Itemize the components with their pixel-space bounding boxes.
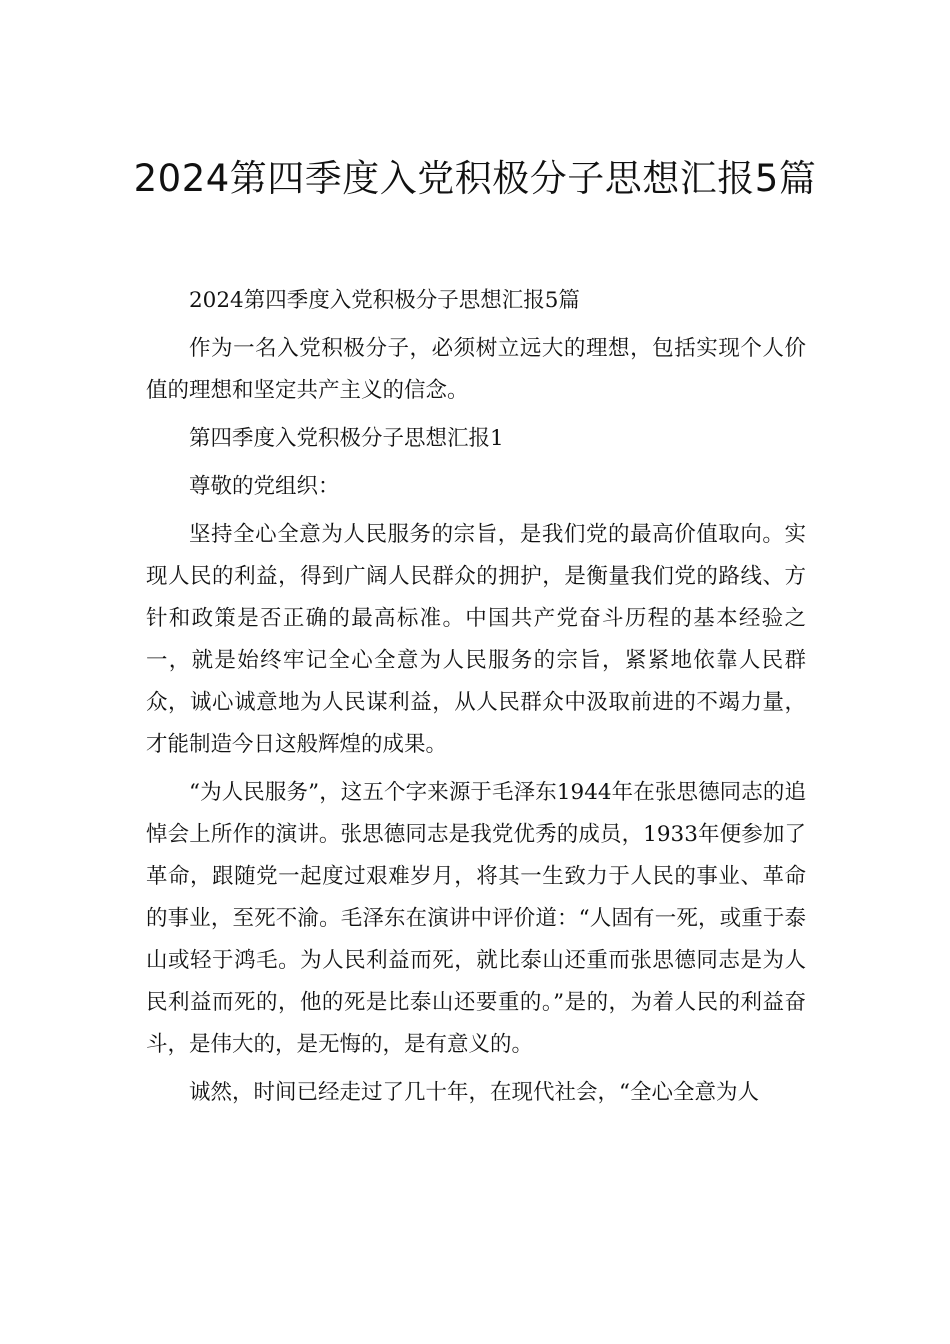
paragraph-intro: 作为一名入党积极分子，必须树立远大的理想，包括实现个人价值的理想和坚定共产主义的信念。: [146, 336, 806, 403]
document-body: [146, 280, 806, 1120]
paragraph-section-heading: 第四季度入党积极分子思想汇报1: [189, 426, 504, 451]
paragraph-subtitle: 2024第四季度入党积极分子思想汇报5篇: [189, 288, 580, 313]
paragraph-body-1: 坚持全心全意为人民服务的宗旨，是我们党的最高价值取向。实现人民的利益，得到广阔人民群众的拥护，是衡量我们党的路线、方针和政策是否正确的最高标准。中国共产党奋斗历程的基本经验之一，就是始终牢记全心全意为人民服务的宗旨，紧紧地依靠人民群众，诚心诚意地为人民谋利益，从人民群众中汲取前进的不竭力量，才能制造今日这般辉煌的成果。: [146, 522, 806, 757]
paragraph-body-2: “为人民服务”，这五个字来源于毛泽东1944年在张思德同志的追悼会上所作的演讲。张思德同志是我党优秀的成员，1933年便参加了革命，跟随党一起度过艰难岁月，将其一生致力于人民的事业、革命的事业，至死不渝。毛泽东在演讲中评价道：“人固有一死，或重于泰山或轻于鸿毛。为人民利益而死，就比泰山还重而张思德同志是为人民利益而死的，他的死是比泰山还要重的。”是的，为着人民的利益奋斗，是伟大的，是无悔的，是有意义的。: [146, 780, 806, 1057]
document-title: 2024第四季度入党积极分子思想汇报5篇: [133, 156, 817, 200]
paragraph-body-3: 诚然，时间已经走过了几十年，在现代社会，“全心全意为人: [189, 1080, 759, 1105]
paragraph-salutation: 尊敬的党组织：: [189, 474, 340, 499]
